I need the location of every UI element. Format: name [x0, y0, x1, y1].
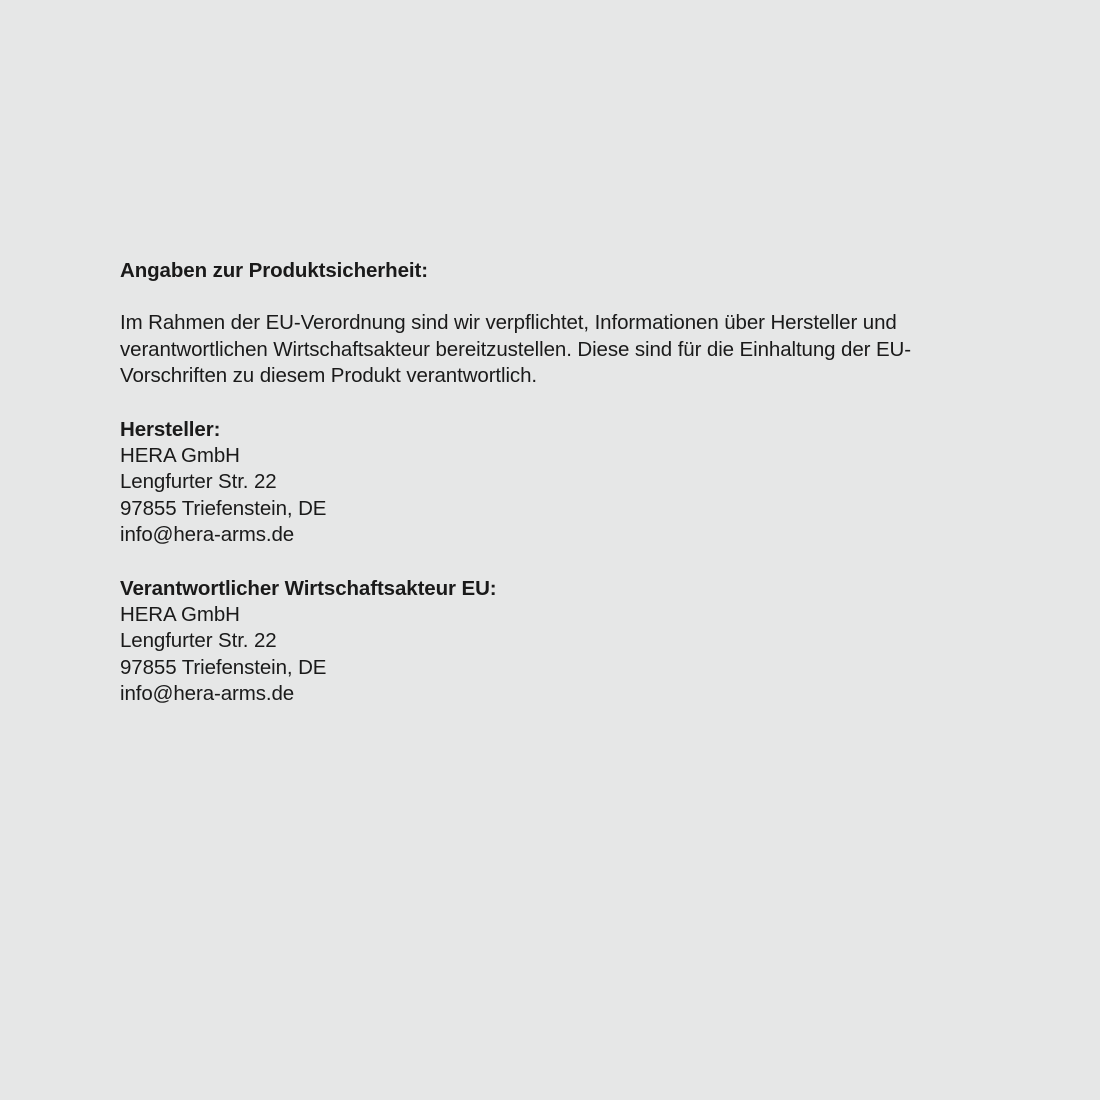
safety-heading: Angaben zur Produktsicherheit:: [120, 259, 428, 282]
responsible-operator-heading: Verantwortlicher Wirtschaftsakteur EU:: [120, 576, 497, 600]
manufacturer-street: Lengfurter Str. 22: [120, 470, 277, 493]
responsible-operator-email: info@hera-arms.de: [120, 682, 295, 705]
content-container: [120, 258, 980, 708]
manufacturer-company: HERA GmbH: [120, 443, 240, 467]
manufacturer-email: info@hera-arms.de: [120, 523, 295, 546]
responsible-operator-city: 97855 Triefenstein, DE: [120, 655, 327, 679]
spacer-before-responsible-operator: [120, 549, 980, 576]
manufacturer-city: 97855 Triefenstein, DE: [120, 496, 327, 520]
responsible-operator-section: [120, 576, 980, 708]
spacer-after-safety-heading: [120, 284, 980, 310]
safety-section: [120, 258, 980, 390]
manufacturer-section: [120, 417, 980, 549]
responsible-operator-street: Lengfurter Str. 22: [120, 629, 277, 652]
spacer-before-manufacturer: [120, 390, 980, 417]
manufacturer-heading: Hersteller:: [120, 417, 221, 441]
safety-intro-paragraph: Im Rahmen der EU-Verordnung sind wir verpflichtet, Informationen über Hersteller und verantwortlichen Wirtschaftsakteur bereitzustellen. Diese sind für die Einhaltung der EU-Vorschriften zu diesem Produkt verantwortlich.: [120, 311, 911, 387]
responsible-operator-company: HERA GmbH: [120, 602, 240, 626]
